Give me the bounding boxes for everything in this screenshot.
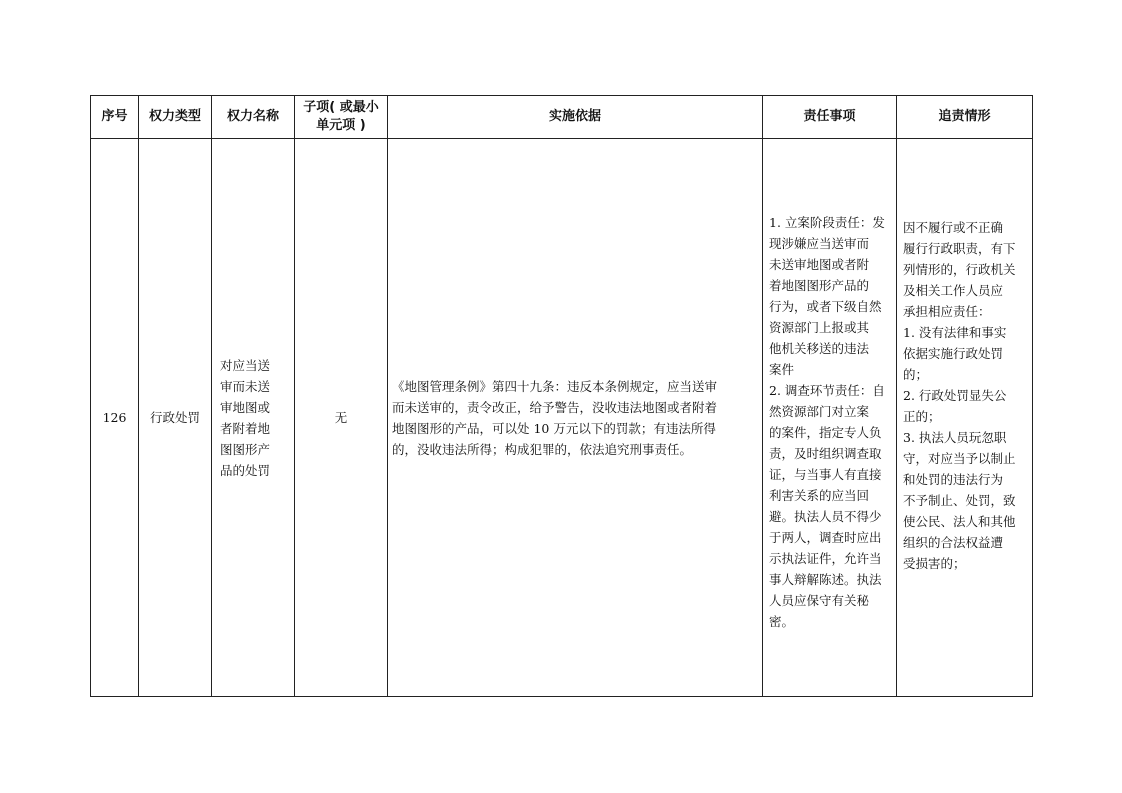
power-list-table xyxy=(90,95,1033,697)
header-basis: 实施依据 xyxy=(388,96,763,139)
header-power-name: 权力名称 xyxy=(212,96,295,139)
cell-power-type: 行政处罚 xyxy=(139,139,212,697)
cell-seq: 126 xyxy=(91,139,139,697)
header-seq: 序号 xyxy=(91,96,139,139)
accountability-text: 因不履行或不正确 履行行政职责，有下 列情形的，行政机关 及相关工作人员应 承担相应责任： 1. 没有法律和事实 依据实施行政处罚 的； 2. 行政处罚显失公 正的； 3. 执法人员玩忽职 守，对应当予以制止 和处罚的违法行为 不予制止、处罚，致 使公民、法人和其他 组织的合法权益遭 受损害的； xyxy=(903,220,1016,571)
header-power-type: 权力类型 xyxy=(139,96,212,139)
table-header-row xyxy=(91,96,1033,139)
cell-power-name: 对应当送 审而未送 审地图或 者附着地 图图形产 品的处罚 xyxy=(212,139,295,697)
cell-subitem: 无 xyxy=(295,139,388,697)
cell-responsibility xyxy=(763,139,897,697)
header-subitem: 子项( 或最小 单元项 ) xyxy=(295,96,388,139)
table-row xyxy=(91,139,1033,697)
header-accountability: 追责情形 xyxy=(897,96,1033,139)
responsibility-text: 1. 立案阶段责任：发 现涉嫌应当送审而 未送审地图或者附 着地图图形产品的 行为，或者下级自然 资源部门上报或其 他机关移送的违法 案件 2. 调查环节责任：自 然资源部门对立案 的案件，指定专人负 责，及时组织调查取 证，与当事人有直接 利害关系的应当回 避。执法人员不得少 于两人，调查时应出 示执法证件，允许当 事人辩解陈述。执法 人员应保守有关秘 密。 xyxy=(769,214,885,629)
header-responsibility: 责任事项 xyxy=(763,96,897,139)
cell-basis: 《地图管理条例》第四十九条：违反本条例规定，应当送审 而未送审的，责令改正，给予警告，没收违法地图或者附着 地图图形的产品，可以处 10 万元以下的罚款；有违法所得 的，没收违法所得；构成犯罪的，依法追究刑事责任。 xyxy=(388,139,763,697)
cell-accountability xyxy=(897,139,1033,697)
